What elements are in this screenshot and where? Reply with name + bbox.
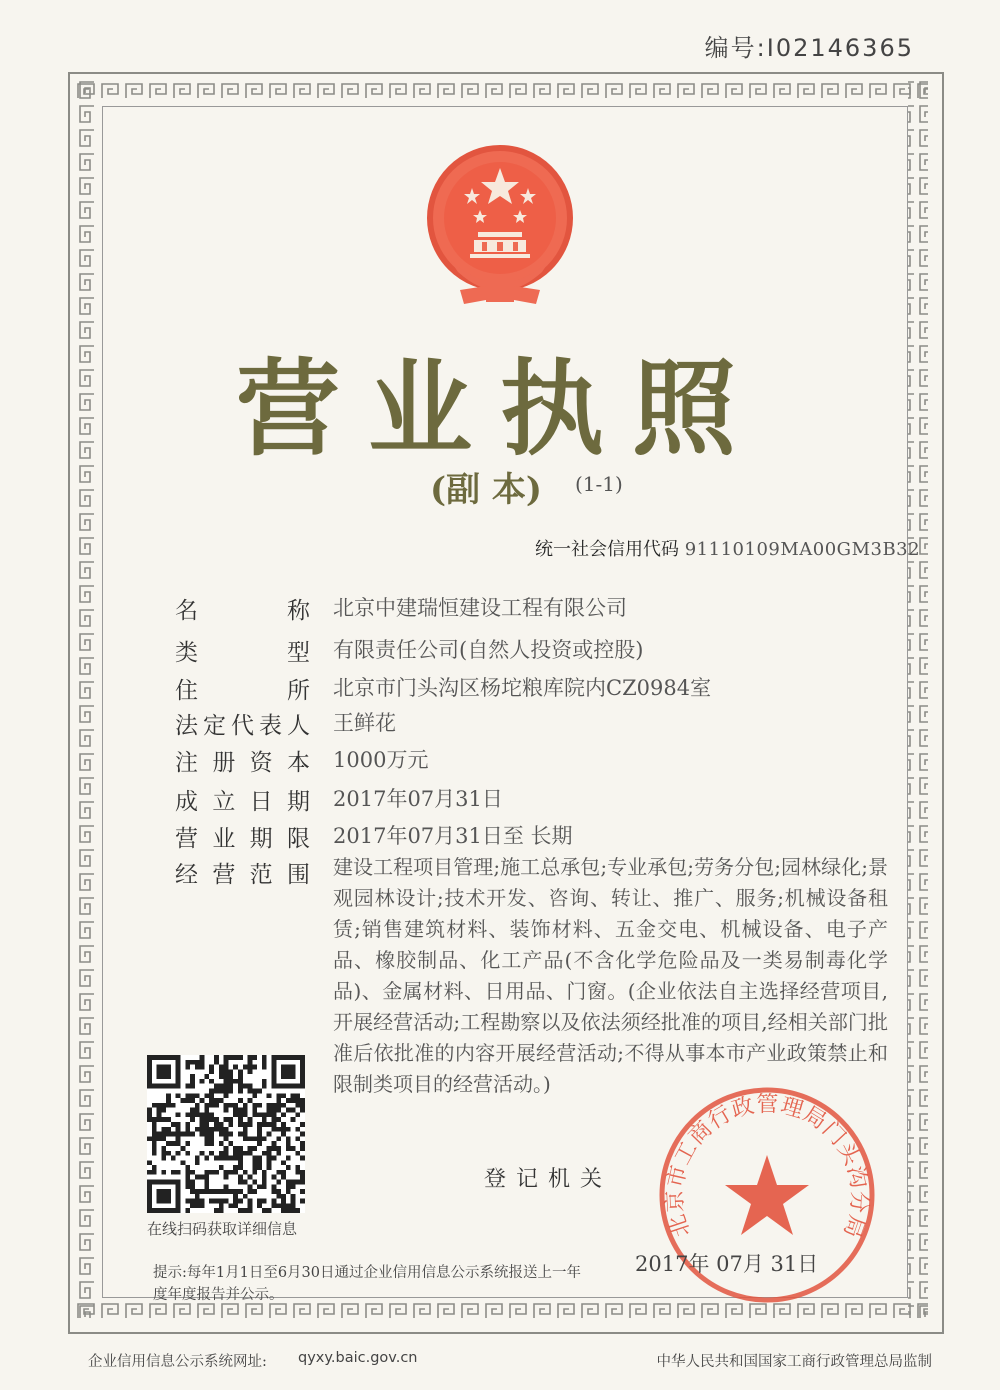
copy-number: (1-1) (575, 472, 623, 496)
field-label-capital: 注册资本 (175, 750, 310, 776)
credit-code-label: 统一社会信用代码 (535, 539, 679, 560)
serial-number: 编号:I02146365 (704, 34, 914, 62)
field-value-name: 北京中建瑞恒建设工程有限公司 (333, 596, 627, 620)
qr-code[interactable] (147, 1055, 305, 1213)
field-label-legal-rep: 法定代表人 (175, 713, 310, 739)
field-value-established: 2017年07月31日 (333, 787, 503, 811)
national-emblem-icon (420, 140, 580, 310)
field-value-legal-rep: 王鲜花 (333, 711, 396, 735)
field-label-term: 营业期限 (175, 826, 310, 852)
qr-caption: 在线扫码获取详细信息 (147, 1220, 298, 1238)
document-subtitle: (副 本) (430, 470, 543, 510)
field-value-term: 2017年07月31日至 长期 (333, 824, 573, 848)
field-label-address: 住所 (175, 678, 310, 704)
field-label-type: 类型 (175, 640, 310, 666)
field-value-address: 北京市门头沟区杨坨粮库院内CZ0984室 (333, 676, 712, 700)
registration-authority-label: 登记机关 (484, 1167, 613, 1192)
field-label-established: 成立日期 (175, 789, 310, 815)
document-title: 营业执照 (235, 347, 764, 470)
issue-date: 2017年 07月 31日 (635, 1252, 819, 1276)
footer-website-label: 企业信用信息公示系统网址: (88, 1354, 267, 1370)
footer-website-url[interactable]: qyxy.baic.gov.cn (298, 1350, 418, 1366)
field-label-scope: 经营范围 (175, 862, 310, 888)
credit-code-row (535, 535, 920, 561)
field-label-name: 名称 (175, 598, 310, 624)
field-value-capital: 1000万元 (333, 748, 429, 772)
footer-issuer: 中华人民共和国国家工商行政管理总局监制 (656, 1354, 932, 1370)
business-scope-text: 建设工程项目管理;施工总承包;专业承包;劳务分包;园林绿化;景观园林设计;技术开发、咨询、转让、推广、服务;机械设备租赁;销售建筑材料、装饰材料、五金交电、机械设备、电子产品、橡胶制品、化工产品(不含化学危险品及一类易制毒化学品)、金属材料、日用品、门窗。(企业依法自主选择经营项目,开展经营活动;工程勘察以及依法须经批准的项目,经相关部门批准后依批准的内容开展经营活动;不得从事本市产业政策禁止和限制类项目的经营活动。) (333, 855, 888, 1096)
annual-report-notice: 提示:每年1月1日至6月30日通过企业信用信息公示系统报送上一年度年度报告并公示。 (153, 1265, 582, 1303)
credit-code-value: 91110109MA00GM3B32 (684, 539, 921, 560)
svg-text:北京市工商行政管理局门头沟分局: 北京市工商行政管理局门头沟分局 (662, 1092, 872, 1242)
field-value-type: 有限责任公司(自然人投资或控股) (333, 638, 644, 662)
